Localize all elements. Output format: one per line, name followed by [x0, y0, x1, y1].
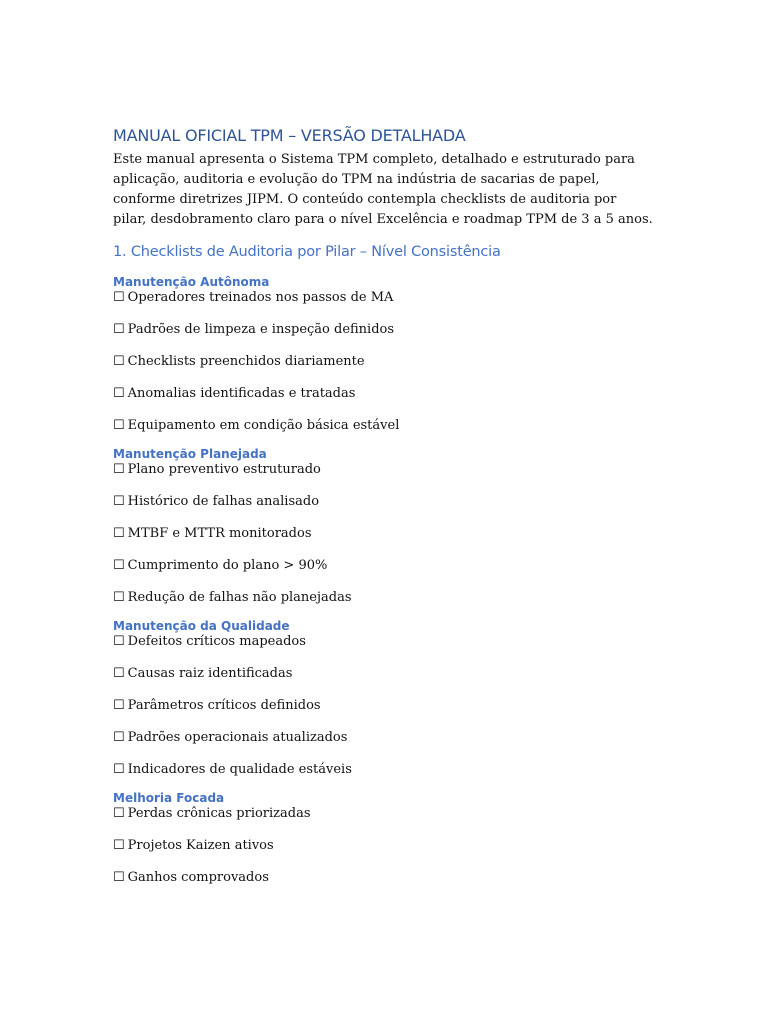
checklist-item-label: MTBF e MTTR monitorados [127, 526, 312, 541]
checkbox-icon: ☐ [113, 322, 125, 337]
checklist-item-label: Checklists preenchidos diariamente [127, 354, 365, 369]
checkbox-icon: ☐ [113, 462, 125, 477]
checklist-item-label: Redução de falhas não planejadas [127, 590, 352, 605]
checklist-item-label: Equipamento em condição básica estável [127, 418, 400, 433]
checklist [113, 290, 653, 434]
checklist-item-label: Causas raiz identificadas [127, 666, 293, 681]
checklist-item [113, 322, 653, 338]
checklist-item [113, 386, 653, 402]
checklist-item [113, 590, 653, 606]
checkbox-icon: ☐ [113, 806, 125, 821]
checklist-item [113, 494, 653, 510]
checkbox-icon: ☐ [113, 730, 125, 745]
document-title: MANUAL OFICIAL TPM – VERSÃO DETALHADA [113, 126, 466, 145]
pillar-manutencao-qualidade [113, 618, 653, 778]
checklist-item [113, 462, 653, 478]
checklist-item-label: Histórico de falhas analisado [127, 494, 320, 509]
checkbox-icon: ☐ [113, 494, 125, 509]
document-page [113, 126, 653, 886]
checkbox-icon: ☐ [113, 354, 125, 369]
checklist-item [113, 730, 653, 746]
checklist-item-label: Padrões de limpeza e inspeção definidos [127, 322, 395, 337]
pillar-title: Manutenção Autônoma [113, 275, 270, 289]
checklist-item-label: Operadores treinados nos passos de MA [127, 290, 394, 305]
intro-paragraph: Este manual apresenta o Sistema TPM completo, detalhado e estruturado para aplicação, auditoria e evolução do TPM na indústria de sacarias de papel, conforme diretrizes JIPM. O conteúdo contempla checklists de auditoria por pilar, desdobramento claro para o nível Excelência e roadmap TPM de 3 a 5 anos. [113, 152, 653, 227]
checklist-item-label: Projetos Kaizen ativos [127, 838, 274, 853]
pillar-manutencao-autonoma [113, 274, 653, 434]
checkbox-icon: ☐ [113, 418, 125, 433]
checklist-item [113, 698, 653, 714]
checklist-item [113, 354, 653, 370]
pillar-title: Melhoria Focada [113, 791, 225, 805]
checklist-item [113, 526, 653, 542]
checkbox-icon: ☐ [113, 526, 125, 541]
checkbox-icon: ☐ [113, 634, 125, 649]
checklist-item [113, 290, 653, 306]
pillar-title: Manutenção Planejada [113, 447, 267, 461]
checklist [113, 806, 653, 886]
checklist-item [113, 762, 653, 778]
checklist-item [113, 870, 653, 886]
checklist-item-label: Padrões operacionais atualizados [127, 730, 348, 745]
section-heading-checklists: 1. Checklists de Auditoria por Pilar – Nível Consistência [113, 244, 501, 260]
checklist-item-label: Plano preventivo estruturado [127, 462, 321, 477]
checkbox-icon: ☐ [113, 558, 125, 573]
checklist-item-label: Perdas crônicas priorizadas [127, 806, 311, 821]
checklist [113, 634, 653, 778]
checklist-item [113, 838, 653, 854]
pillar-title: Manutenção da Qualidade [113, 619, 290, 633]
pillar-manutencao-planejada [113, 446, 653, 606]
checklist [113, 462, 653, 606]
pillar-melhoria-focada [113, 790, 653, 886]
checkbox-icon: ☐ [113, 698, 125, 713]
checklist-item-label: Defeitos críticos mapeados [127, 634, 306, 649]
checklist-item-label: Cumprimento do plano > 90% [127, 558, 328, 573]
checkbox-icon: ☐ [113, 290, 125, 305]
checkbox-icon: ☐ [113, 386, 125, 401]
checklist-item [113, 558, 653, 574]
checkbox-icon: ☐ [113, 762, 125, 777]
checkbox-icon: ☐ [113, 666, 125, 681]
checklist-item [113, 634, 653, 650]
checklist-item [113, 418, 653, 434]
checklist-item [113, 666, 653, 682]
checklist-item-label: Anomalias identificadas e tratadas [127, 386, 356, 401]
checklist-item-label: Indicadores de qualidade estáveis [127, 762, 352, 777]
checklist-item-label: Ganhos comprovados [127, 870, 269, 885]
checklist-item-label: Parâmetros críticos definidos [127, 698, 321, 713]
checklist-item [113, 806, 653, 822]
checkbox-icon: ☐ [113, 870, 125, 885]
checkbox-icon: ☐ [113, 590, 125, 605]
checkbox-icon: ☐ [113, 838, 125, 853]
